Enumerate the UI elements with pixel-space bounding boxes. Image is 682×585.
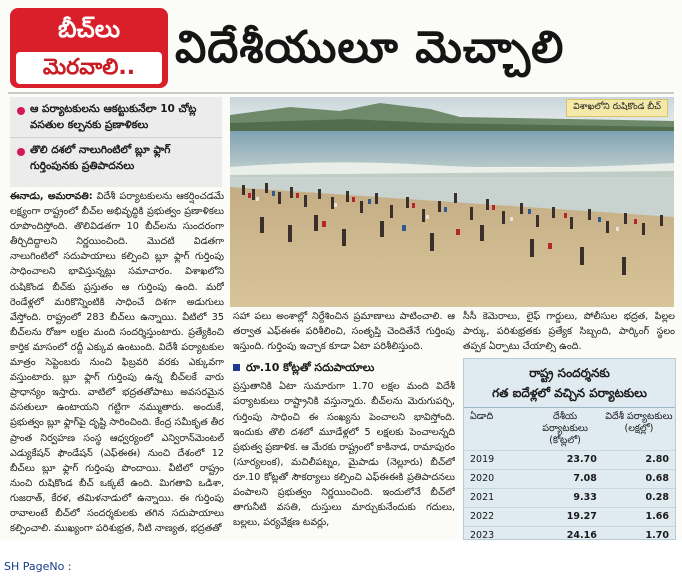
header-domestic: దేశీయ పర్యాటకులు (కోట్లలో): [542, 411, 588, 446]
article-text: సహా పలు అంశాల్లో నిర్దేశించిన ప్రమాణాలు పాటించాలి. ఆ తర్వాత ఎఫ్‌ఈఈ పరిశీలించి, సంతృప్తి చెందితేనే గుర్తింపు ఇస్తుంది. గుర్తింపు ఇచ్చాక కూడా ఏటా పరిశీలిస్తుంది.: [233, 311, 455, 353]
header-foreign: విదేశీ పర్యాటకులు (లక్షల్లో): [605, 411, 673, 434]
cell-domestic: 24.16: [527, 527, 603, 541]
header-year: ఏడాది: [470, 411, 494, 422]
headline: విదేశీయులూ మెచ్చాలి: [175, 22, 565, 73]
cell-domestic: 19.27: [527, 508, 603, 527]
table-header-row: [464, 408, 675, 451]
dateline: ఈనాడు, అమరావతి:: [10, 191, 93, 202]
table-row: [464, 508, 675, 527]
photo-caption: విశాఖలోని రుషికొండ బీచ్‌: [566, 99, 668, 117]
page-number-label: SH PageNo :: [4, 560, 72, 573]
highlight-item: [10, 137, 222, 178]
beach-crowd-image: [230, 97, 674, 307]
divider: [8, 92, 674, 94]
cell-domestic: 9.33: [527, 489, 603, 508]
cell-foreign: 1.70: [603, 527, 675, 541]
kicker-box: [10, 8, 168, 88]
highlight-text: తొలి దశలో నాలుగింటిలో బ్లూ ఫ్లాగ్‌ గుర్తింపునకు ప్రతిపాదనలు: [30, 144, 171, 172]
tourist-stats-table: [464, 408, 675, 540]
tourist-stats-table-box: [463, 358, 676, 540]
article-text: సీసీ కెమెరాలు, లైఫ్‌ గార్డులు, పోలీసుల భద్రత, పిల్లల పార్కు, పరిశుభ్రతకు ప్రత్యేక సిబ్బంది, పార్కింగ్‌ స్థలం తప్పక ఏర్పాటు చేయాల్సి ఉంది.: [463, 311, 675, 353]
kicker-line-1: బీచ్‌లు: [57, 15, 121, 43]
article-column-1: [10, 189, 224, 535]
table-row: [464, 489, 675, 508]
subheading-text: రూ.10 కోట్లతో సదుపాయాలు: [246, 361, 375, 375]
subheading: [233, 360, 455, 375]
article-column-2: [233, 309, 455, 537]
cell-foreign: 0.28: [603, 489, 675, 508]
beach-photo: [230, 97, 674, 307]
table-row: [464, 470, 675, 489]
article-text: ప్రస్తుతానికి ఏటా సుమారుగా 1.70 లక్షల మంది విదేశీ పర్యాటకులు రాష్ట్రానికి వస్తున్నారు. బీచ్‌లను మెరుగుపర్చి, గుర్తింపు సాధించి ఈ సంఖ్యను పెంచాలని భావిస్తోంది. ఇందుకు తొలి దశలో మూడేళ్లలో 5 లక్షలకు పెంచాలన్నది ప్రభుత్వ ప్రణాళిక. ఆ మేరకు రాష్ట్రంలో కాకినాడ, రామాపురం (సూర్యలంక), మచిలీపట్నం, మైపాడు (నెల్లూరు) బీచ్‌లో రూ.10 కోట్లతో సౌకర్యాలు కల్పించి ఎఫ్‌ఈఈకి ప్రతిపాదనలు పంపాలని ప్రభుత్వం నిర్ణయించింది. ఇందులోనే బీచ్‌లో తాగునీటి వసతి, దుస్తులు మార్చుకునేందుకు గదులు, బల్లలు, పర్యవేక్షణ టవర్లు,: [233, 381, 455, 529]
cell-year: 2022: [464, 508, 527, 527]
cell-domestic: 7.08: [527, 470, 603, 489]
cell-year: 2021: [464, 489, 527, 508]
cell-domestic: 23.70: [527, 451, 603, 470]
table-title-line-2: గత ఐదేళ్లలో వచ్చిన పర్యాటకులు: [464, 383, 675, 408]
highlight-text: ఆ పర్యాటకులను ఆకట్టుకునేలా 10 చోట్ల వసతుల కల్పనకు ప్రణాళికలు: [30, 103, 197, 131]
cell-year: 2023: [464, 527, 527, 541]
table-row: [464, 451, 675, 470]
cell-year: 2019: [464, 451, 527, 470]
table-title-line-1: రాష్ట్ర సందర్శనకు: [529, 366, 610, 380]
article-text: విదేశీ పర్యాటకులను ఆకర్షించడమే లక్ష్యంగా రాష్ట్రంలో బీచ్‌ల అభివృద్ధికి ప్రభుత్వం ప్రణాళికలు రూపొందిస్తోంది. తొలివిడతగా 10 బీచ్‌లను సుందరంగా తీర్చిదిద్దాలని నిర్ణయించింది. మొదటి విడతగా నాలుగింటిలో సదుపాయాలు కల్పించి బ్లూ ఫ్లాగ్‌ గుర్తింపు సాధించాలని భావిస్తున్నట్లు సమాచారం. విశాఖలోని రుషికొండ బీచ్‌కు ప్రస్తుతం ఆ గుర్తింపు ఉంది. మరో రెండేళ్లలో మరికొన్నింటికి సాధించే దిశగా అడుగులు వేస్తోంది. రాష్ట్రంలో 283 బీచ్‌లు ఉన్నాయి. వీటిలో 35 బీచ్‌లను రోజూ లక్షల మంది సందర్శిస్తుంటారు. ప్రత్యేకించి కార్తిక మాసంలో రద్దీ ఎక్కువ ఉంటుంది. విదేశీ పర్యాటకుల మాత్రం సెప్టెంబరు నుంచి ఫిబ్రవరి వరకు ఎక్కువగా వస్తుంటారు. బ్లూ ఫ్లాగ్‌ గుర్తింపు ఉన్న బీచ్‌లకే వారు ప్రాధాన్యం ఇస్తారు. వాటిలో భద్రతతోపాటు అవసరమైన వసతులూ ఉంటాయని గట్టిగా నమ్ముతారు. అందుకే, ప్రభుత్వం బ్లూ ఫ్లాగ్‌పై దృష్టి సారించింది. కేంద్ర సమీకృత తీర ప్రాంత నిర్వహణ సంస్థ ఆధ్వర్యంలో ఎన్విరాన్‌మెంటల్‌ ఎడ్యుకేషన్‌ ఫౌండేషన్‌ (ఎఫ్‌ఈఈ) నుంచి దేశంలో 12 బీచ్‌లు బ్లూ ఫ్లాగ్‌ గుర్తింపు పొందాయి. వీటిలో రాష్ట్రం నుంచి రుషికొండ బీచ్‌ ఒక్కటే ఉంది. మిగతావి ఒడిశా, గుజరాత్‌, కేరళ, తమిళనాడులో ఉన్నాయి. ఈ గుర్తింపు రావాలంటే బీచ్‌లో సందర్శకులకు తగిన సదుపాయాలు కల్పించాలి. ముఖ్యంగా పరిశుభ్రత, నీటి నాణ్యత, భద్రతతో: [10, 191, 224, 535]
article-paragraph: [10, 189, 224, 535]
highlight-item: [10, 97, 222, 137]
square-bullet-icon: [233, 364, 240, 371]
cell-foreign: 1.66: [603, 508, 675, 527]
cell-foreign: 0.68: [603, 470, 675, 489]
bullet-dot-icon: [17, 107, 25, 115]
bullet-dot-icon: [17, 148, 25, 156]
highlights-box: [10, 97, 222, 187]
table-row: [464, 527, 675, 541]
cell-year: 2020: [464, 470, 527, 489]
cell-foreign: 2.80: [603, 451, 675, 470]
kicker-line-2: మెరవాలి..: [16, 52, 162, 84]
